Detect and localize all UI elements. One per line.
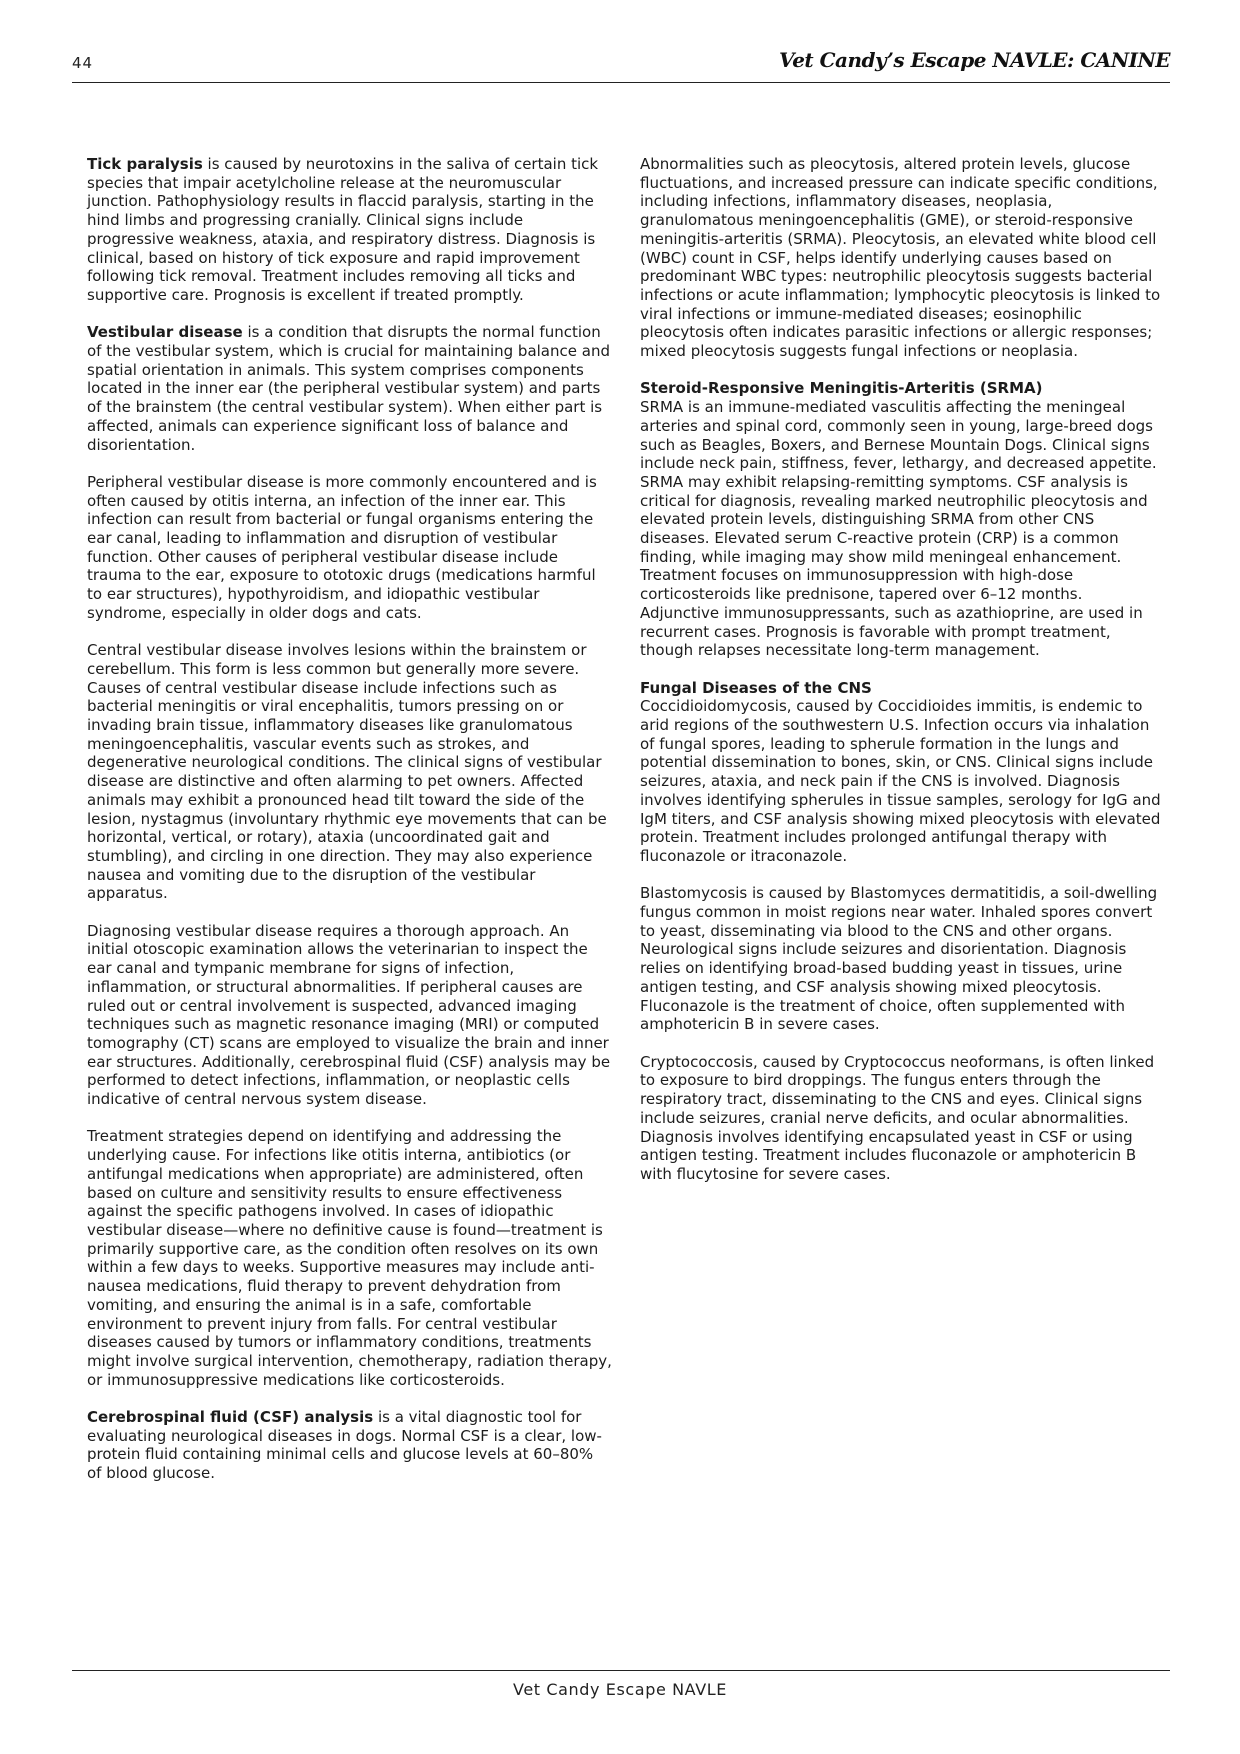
paragraph-text: Coccidioidomycosis, caused by Coccidioides immitis, is endemic to arid regions of the southwestern U.S. Infection occurs via inhalation of fungal spores, leading to spherule formation in the lungs and potential dissemination to bones, skin, or CNS. Clinical signs include seizures, ataxia, and neck pain if the CNS is involved. Diagnosis involves identifying spherules in tissue samples, serology for IgG and IgM titers, and CSF analysis showing mixed pleocytosis with elevated protein. Treatment includes prolonged antifungal therapy with fluconazole or itraconazole. (640, 697, 1161, 865)
term-tick-paralysis: Tick paralysis (87, 155, 203, 173)
term-csf-analysis: Cerebrospinal fluid (CSF) analysis (87, 1408, 374, 1427)
paragraph-tick-paralysis (87, 155, 612, 305)
paragraph-treatment-strategies: Treatment strategies depend on identifying and addressing the underlying cause. For infections like otitis interna, antibiotics (or antifungal medications when appropriate) are administered, often based on culture and sensitivity results to ensure effectiveness against the specific pathogens involved. In cases of idiopathic vestibular disease—where no definitive cause is found—treatment is primarily supportive care, as the condition often resolves on its own within a few days to weeks. Supportive measures may include anti-nausea medications, fluid therapy to prevent dehydration from vomiting, and ensuring the animal is in a safe, comfortable environment to prevent injury from falls. For central vestibular diseases caused by tumors or inflammatory conditions, treatments might involve surgical intervention, chemotherapy, radiation therapy, or immunosuppressive medications like corticosteroids. (87, 1127, 612, 1389)
footer-rule (72, 1670, 1170, 1671)
paragraph-cryptococcosis: Cryptococcosis, caused by Cryptococcus neoformans, is often linked to exposure to bird droppings. The fungus enters through the respiratory tract, disseminating to the CNS and eyes. Clinical signs include seizures, cranial nerve deficits, and ocular abnormalities. Diagnosis involves identifying encapsulated yeast in CSF or using antigen testing. Treatment includes fluconazole or amphotericin B with flucytosine for severe cases. (640, 1052, 1155, 1183)
term-vestibular-disease: Vestibular disease (87, 323, 243, 342)
paragraph-csf-analysis (87, 1408, 612, 1483)
paragraph-text: SRMA is an immune-mediated vasculitis affecting the meningeal arteries and spinal cord, commonly seen in young, large-breed dogs such as Beagles, Boxers, and Bernese Mountain Dogs. Clinical signs include neck pain, stiffness, fever, lethargy, and decreased appetite. SRMA may exhibit relapsing-remitting symptoms. CSF analysis is critical for diagnosis, revealing marked neutrophilic pleocytosis and elevated protein levels, distinguishing SRMA from other CNS diseases. Elevated serum C-reactive protein (CRP) is a common finding, while imaging may show mild meningeal enhancement. Treatment focuses on immunosuppression with high-dose corticosteroids like prednisone, tapered over 6–12 months. Adjunctive immunosuppressants, such as azathioprine, are used in recurrent cases. Prognosis is favorable with prompt treatment, though relapses necessitate long-term management. (640, 398, 1157, 660)
heading-srma: Steroid-Responsive Meningitis-Arteritis (SRMA) (640, 379, 1043, 398)
right-column (640, 155, 1165, 1202)
heading-fungal-diseases: Fungal Diseases of the CNS (640, 678, 872, 697)
running-title: Vet Candy’s Escape NAVLE: CANINE (779, 48, 1170, 72)
paragraph-peripheral-vestibular: Peripheral vestibular disease is more commonly encountered and is often caused by otitis interna, an infection of the inner ear. This infection can result from bacterial or fungal organisms entering the ear canal, leading to inflammation and disruption of vestibular function. Other causes of peripheral vestibular disease include trauma to the ear, exposure to ototoxic drugs (medications harmful to ear structures), hypothyroidism, and idiopathic vestibular syndrome, especially in older dogs and cats. (87, 472, 597, 622)
paragraph-vestibular-disease (87, 323, 612, 454)
header-rule (72, 82, 1170, 83)
page-number: 44 (72, 54, 94, 72)
section-fungal-diseases (640, 679, 1165, 866)
paragraph-csf-abnormalities: Abnormalities such as pleocytosis, altered protein levels, glucose fluctuations, and increased pressure can indicate specific conditions, including infections, inflammatory diseases, neoplasia, granulomatous meningoencephalitis (GME), or steroid-responsive meningitis-arteritis (SRMA). Pleocytosis, an elevated white blood cell (WBC) count in CSF, helps identify underlying causes based on predominant WBC types: neutrophilic pleocytosis suggests bacterial infections or acute inflammation; lymphocytic pleocytosis is linked to viral infections or immune-mediated diseases; eosinophilic pleocytosis often indicates parasitic infections or allergic responses; mixed pleocytosis suggests fungal infections or neoplasia. (640, 155, 1161, 361)
footer-text: Vet Candy Escape NAVLE (513, 1680, 727, 1699)
left-column (87, 155, 612, 1502)
paragraph-text: is a condition that disrupts the normal function of the vestibular system, which is crucial for maintaining balance and spatial orientation in animals. This system comprises components located in the inner ear (the peripheral vestibular system) and parts of the brainstem (the central vestibular system). When either part is affected, animals can experience significant loss of balance and disorientation. (87, 323, 610, 454)
section-srma (640, 379, 1165, 660)
paragraph-diagnosing-vestibular: Diagnosing vestibular disease requires a thorough approach. An initial otoscopic examination allows the veterinarian to inspect the ear canal and tympanic membrane for signs of infection, inflammation, or structural abnormalities. If peripheral causes are ruled out or central involvement is suspected, advanced imaging techniques such as magnetic resonance imaging (MRI) or computed tomography (CT) scans are employed to visualize the brain and inner ear structures. Additionally, cerebrospinal fluid (CSF) analysis may be performed to detect infections, inflammation, or neoplastic cells indicative of central nervous system disease. (87, 921, 611, 1109)
paragraph-central-vestibular: Central vestibular disease involves lesions within the brainstem or cerebellum. This form is less common but generally more severe. Causes of central vestibular disease include infections such as bacterial meningitis or viral encephalitis, tumors pressing on or invading brain tissue, inflammatory diseases like granulomatous meningoencephalitis, vascular events such as strokes, and degenerative neurological conditions. The clinical signs of vestibular disease are distinctive and often alarming to pet owners. Affected animals may exhibit a pronounced head tilt toward the side of the lesion, nystagmus (involuntary rhythmic eye movements that can be horizontal, vertical, or rotary), ataxia (uncoordinated gait and stumbling), and circling in one direction. They may also experience nausea and vomiting due to the disruption of the vestibular apparatus. (87, 641, 607, 903)
paragraph-blastomycosis: Blastomycosis is caused by Blastomyces dermatitidis, a soil-dwelling fungus common in moist regions near water. Inhaled spores convert to yeast, disseminating via blood to the CNS and other organs. Neurological signs include seizures and disorientation. Diagnosis relies on identifying broad-based budding yeast in tissues, urine antigen testing, and CSF analysis showing mixed pleocytosis. Fluconazole is the treatment of choice, often supplemented with amphotericin B in severe cases. (640, 884, 1158, 1034)
paragraph-text: is a vital diagnostic tool for evaluating neurological diseases in dogs. Normal CSF is a clear, low-protein fluid containing minimal cells and glucose levels at 60–80% of blood glucose. (87, 1408, 602, 1483)
paragraph-text: is caused by neurotoxins in the saliva of certain tick species that impair acetylcholine release at the neuromuscular junction. Pathophysiology results in flaccid paralysis, starting in the hind limbs and progressing cranially. Clinical signs include progressive weakness, ataxia, and respiratory distress. Diagnosis is clinical, based on history of tick exposure and rapid improvement following tick removal. Treatment includes removing all ticks and supportive care. Prognosis is excellent if treated promptly. (87, 155, 599, 304)
